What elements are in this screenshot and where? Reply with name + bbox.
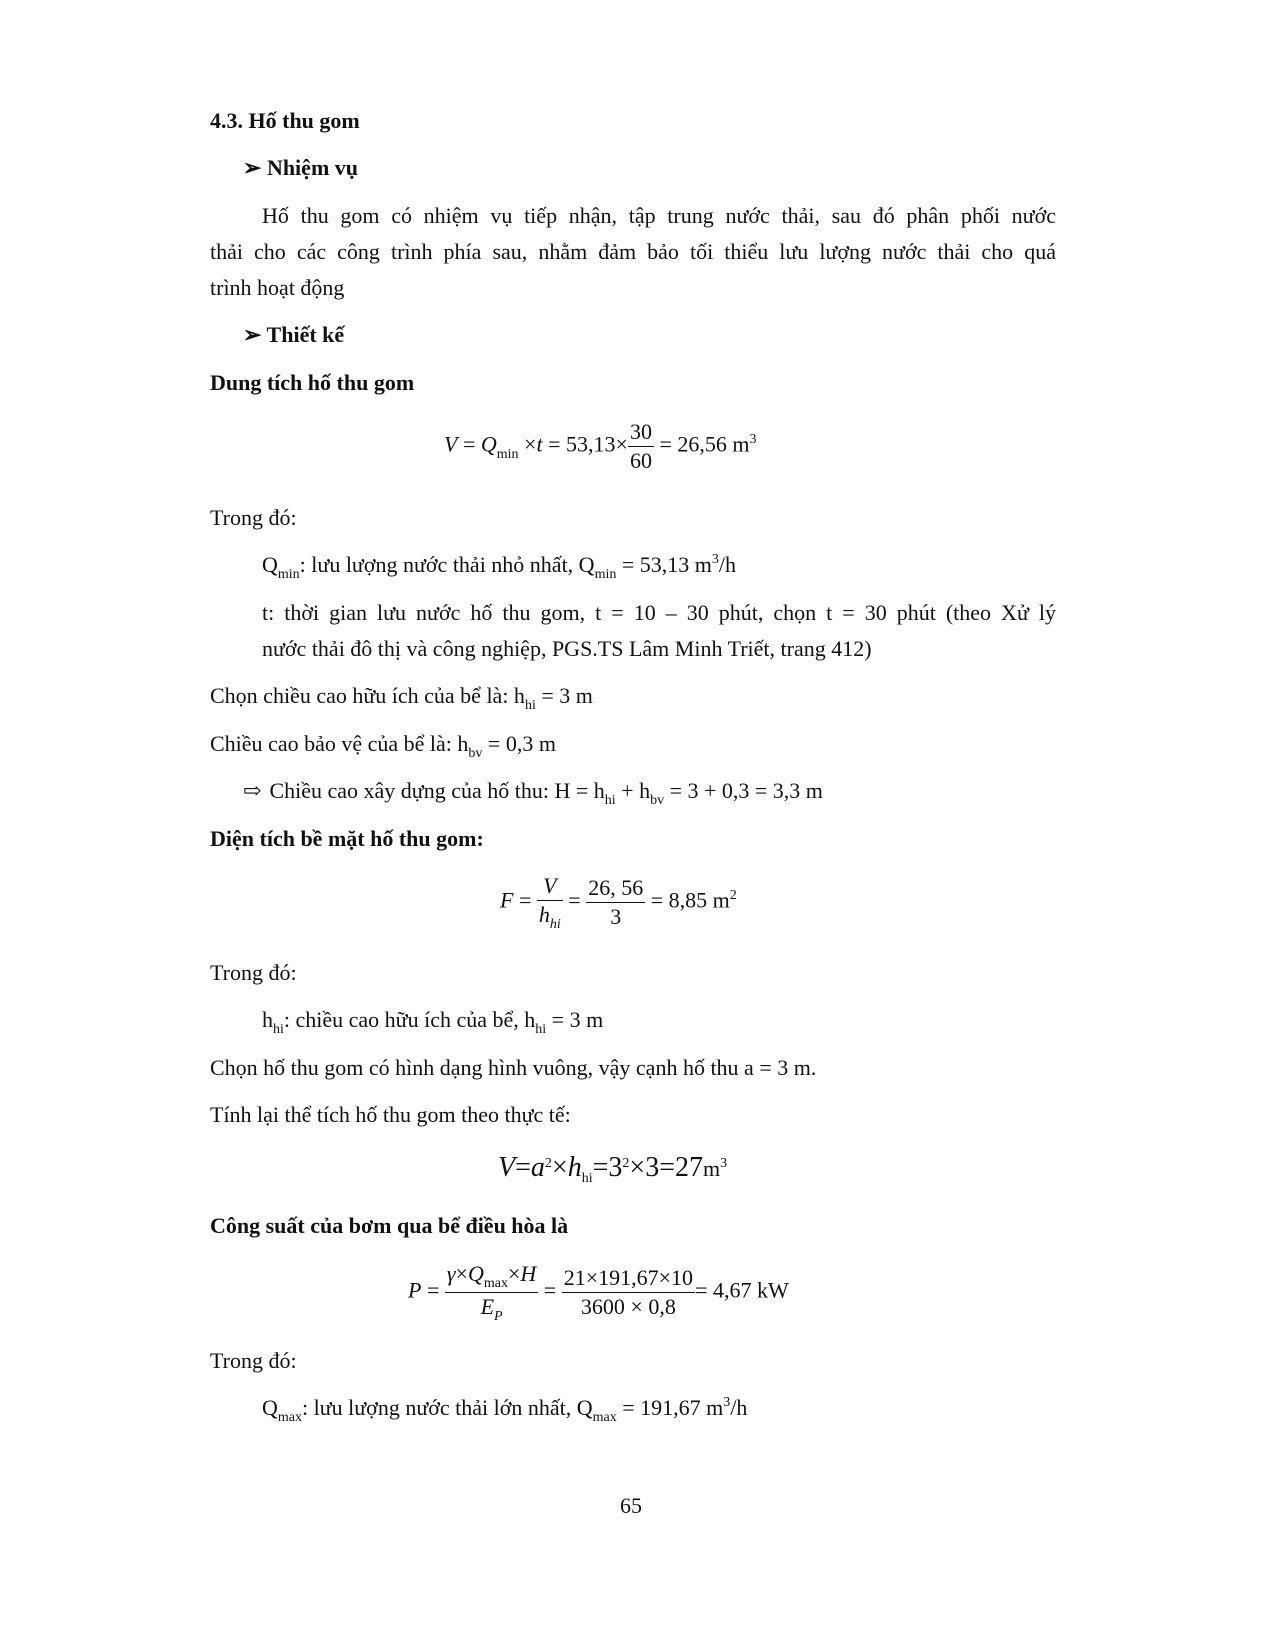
qmax-sup: 3	[723, 1395, 731, 1410]
qmax-val: = 191,67 m	[616, 1395, 724, 1420]
eq-equals: =	[462, 431, 476, 457]
eq-h: h	[567, 1152, 582, 1183]
h-sub1: hi	[604, 793, 616, 808]
eq-den2: 3600 × 0,8	[562, 1292, 695, 1321]
nhiem-vu-label: Nhiệm vụ	[266, 155, 358, 180]
eq-fraction	[628, 418, 654, 475]
chon-chieu-cao	[210, 681, 593, 715]
eq-result: 27	[674, 1152, 703, 1183]
eq-fraction-1	[537, 872, 563, 933]
eq-e: E	[480, 1294, 495, 1319]
hhi-sub: hi	[273, 1022, 284, 1037]
eq-three: 3	[608, 1152, 623, 1183]
eq-times-2: ×	[629, 1152, 646, 1183]
eq-num1: V	[543, 873, 557, 898]
eq-three-2: 3	[645, 1152, 660, 1183]
eq-fraction-1	[445, 1260, 538, 1325]
nhiem-vu-para-line3: trình hoạt động	[210, 275, 345, 300]
t-line2: nước thải đô thị và công nghiệp, PGS.TS Lâm Minh Triết, trang 412)	[262, 636, 872, 661]
volume-actual-equation	[498, 1150, 727, 1191]
eq-num: 30	[629, 419, 652, 444]
bullet-icon: ➢	[243, 322, 262, 347]
eq-value: 53,13×	[566, 431, 628, 457]
hhi-symbol: h	[262, 1007, 273, 1032]
eq-result-sup: 2	[729, 887, 737, 903]
qmax-text: : lưu lượng nước thải lớn nhất, Q	[302, 1395, 593, 1420]
eq-equals: =	[515, 1152, 531, 1183]
eq-q: Q	[480, 431, 497, 457]
dien-tich-heading: Diện tích bề mặt hố thu gom:	[210, 826, 484, 851]
eq-h-sub: hi	[581, 1171, 593, 1186]
thiet-ke-heading	[243, 320, 344, 350]
eq-equals: =	[548, 431, 561, 457]
qmin-text: : lưu lượng nước thải nhỏ nhất, Q	[299, 552, 595, 577]
eq-three-sup: 2	[622, 1156, 630, 1171]
eq-num1	[445, 1260, 538, 1292]
trong-do-2: Trong đó:	[210, 960, 297, 985]
nhiem-vu-heading	[243, 153, 358, 183]
eq-result: = 26,56 m	[659, 431, 750, 457]
qmin-unit: /h	[718, 552, 737, 577]
eq-fraction-2	[562, 1264, 695, 1321]
nhiem-vu-para-line1: Hố thu gom có nhiệm vụ tiếp nhận, tập trung nước thải, sau đó phân phối nước	[262, 203, 1056, 228]
chon-val: = 3 m	[535, 683, 593, 708]
hhi-text: : chiều cao hữu ích của bể, h	[283, 1007, 536, 1032]
eq-num2: 26, 56	[588, 875, 644, 900]
eq-equals-2: =	[568, 887, 581, 913]
eq-q-sub: max	[483, 1276, 508, 1291]
page-number: 65	[620, 1493, 642, 1518]
trong-do-1: Trong đó:	[210, 505, 297, 530]
qmax-sub2: max	[592, 1410, 617, 1425]
eq-equals: =	[426, 1277, 440, 1303]
qmax-line	[262, 1393, 747, 1427]
chieu-cao-xay-dung	[243, 776, 823, 810]
eq-den: 60	[629, 448, 652, 473]
eq-result: = 8,85 m	[650, 887, 730, 913]
eq-den1-sub: hi	[549, 917, 561, 932]
tinh-lai: Tính lại thể tích hố thu gom theo thực tế:	[210, 1102, 571, 1127]
eq-a: a	[530, 1152, 545, 1183]
qmax-unit: /h	[730, 1395, 748, 1420]
eq-fraction-2	[586, 874, 645, 931]
eq-q-sub: min	[496, 446, 519, 462]
hhi-sub2: hi	[535, 1022, 547, 1037]
eq-f: F	[500, 887, 514, 913]
eq-den2: 3	[586, 902, 645, 931]
eq-times: ×	[551, 1152, 568, 1183]
qmin-sup: 3	[711, 552, 719, 567]
eq-num2: 21×191,67×10	[563, 1265, 694, 1290]
dung-tich-heading: Dung tích hố thu gom	[210, 370, 415, 395]
eq-den1-h: h	[538, 902, 550, 927]
eq-v: V	[444, 431, 458, 457]
eq-gamma: γ	[446, 1261, 456, 1286]
qmin-line	[262, 550, 736, 584]
chieu-cao-bao-ve	[210, 729, 556, 763]
eq-equals-3: =	[659, 1152, 675, 1183]
bv-text: Chiều cao bảo vệ của bể là: h	[210, 731, 469, 756]
eq-result-sup: 3	[749, 431, 757, 447]
chon-sub: hi	[524, 698, 536, 713]
eq-q: Q	[467, 1261, 484, 1286]
area-equation	[500, 872, 737, 933]
chon-text: Chọn chiều cao hữu ích của bể là: h	[210, 683, 525, 708]
eq-e-sub: P	[494, 1309, 503, 1324]
qmax-symbol: Q	[262, 1395, 278, 1420]
h-sub2: bv	[650, 793, 665, 808]
hhi-val: = 3 m	[546, 1007, 604, 1032]
h-text: Chiều cao xây dựng của hố thu: H = h	[269, 778, 605, 803]
qmax-sub: max	[277, 1410, 302, 1425]
eq-unit-sup: 3	[720, 1156, 728, 1171]
section-title: 4.3. Hố thu gom	[210, 108, 360, 133]
thiet-ke-label: Thiết kế	[266, 322, 345, 347]
h-plus: + h	[615, 778, 651, 803]
nhiem-vu-para-line2: thải cho các công trình phía sau, nhằm đảm bảo tối thiểu lưu lượng nước thải cho quá	[210, 239, 1056, 264]
chon-hinh-vuong: Chọn hố thu gom có hình dạng hình vuông, vậy cạnh hố thu a = 3 m.	[210, 1055, 817, 1080]
eq-p: P	[408, 1277, 422, 1303]
hhi-line	[262, 1005, 603, 1039]
eq-times: ×	[455, 1261, 468, 1286]
eq-equals-2: =	[592, 1152, 609, 1183]
h-val: = 3 + 0,3 = 3,3 m	[664, 778, 823, 803]
eq-times-2: ×	[507, 1261, 521, 1286]
eq-t: t	[536, 431, 543, 457]
eq-a-sup: 2	[544, 1156, 552, 1171]
trong-do-3: Trong đó:	[210, 1348, 297, 1373]
arrow-right-icon: ⇨	[243, 778, 262, 803]
eq-equals: =	[518, 887, 532, 913]
qmin-sub: min	[277, 567, 300, 582]
eq-equals-2: =	[543, 1277, 557, 1303]
bullet-icon: ➢	[243, 155, 262, 180]
t-line1: t: thời gian lưu nước hố thu gom, t = 10 – 30 phút, chọn t = 30 phút (theo Xử lý	[262, 600, 1056, 625]
qmin-symbol: Q	[262, 552, 278, 577]
eq-v: V	[498, 1152, 516, 1183]
eq-den1	[537, 900, 563, 933]
eq-unit: m	[702, 1156, 721, 1181]
bv-val: = 0,3 m	[482, 731, 556, 756]
qmin-sub2: min	[594, 567, 617, 582]
eq-result: = 4,67 kW	[695, 1277, 789, 1303]
volume-equation	[444, 418, 756, 475]
power-equation	[408, 1260, 789, 1325]
eq-times: ×	[524, 431, 537, 457]
eq-den1	[445, 1292, 538, 1325]
qmin-val: = 53,13 m	[616, 552, 712, 577]
eq-h: H	[520, 1261, 537, 1286]
cong-suat-heading: Công suất của bơm qua bể điều hòa là	[210, 1213, 569, 1238]
bv-sub: bv	[468, 746, 483, 761]
